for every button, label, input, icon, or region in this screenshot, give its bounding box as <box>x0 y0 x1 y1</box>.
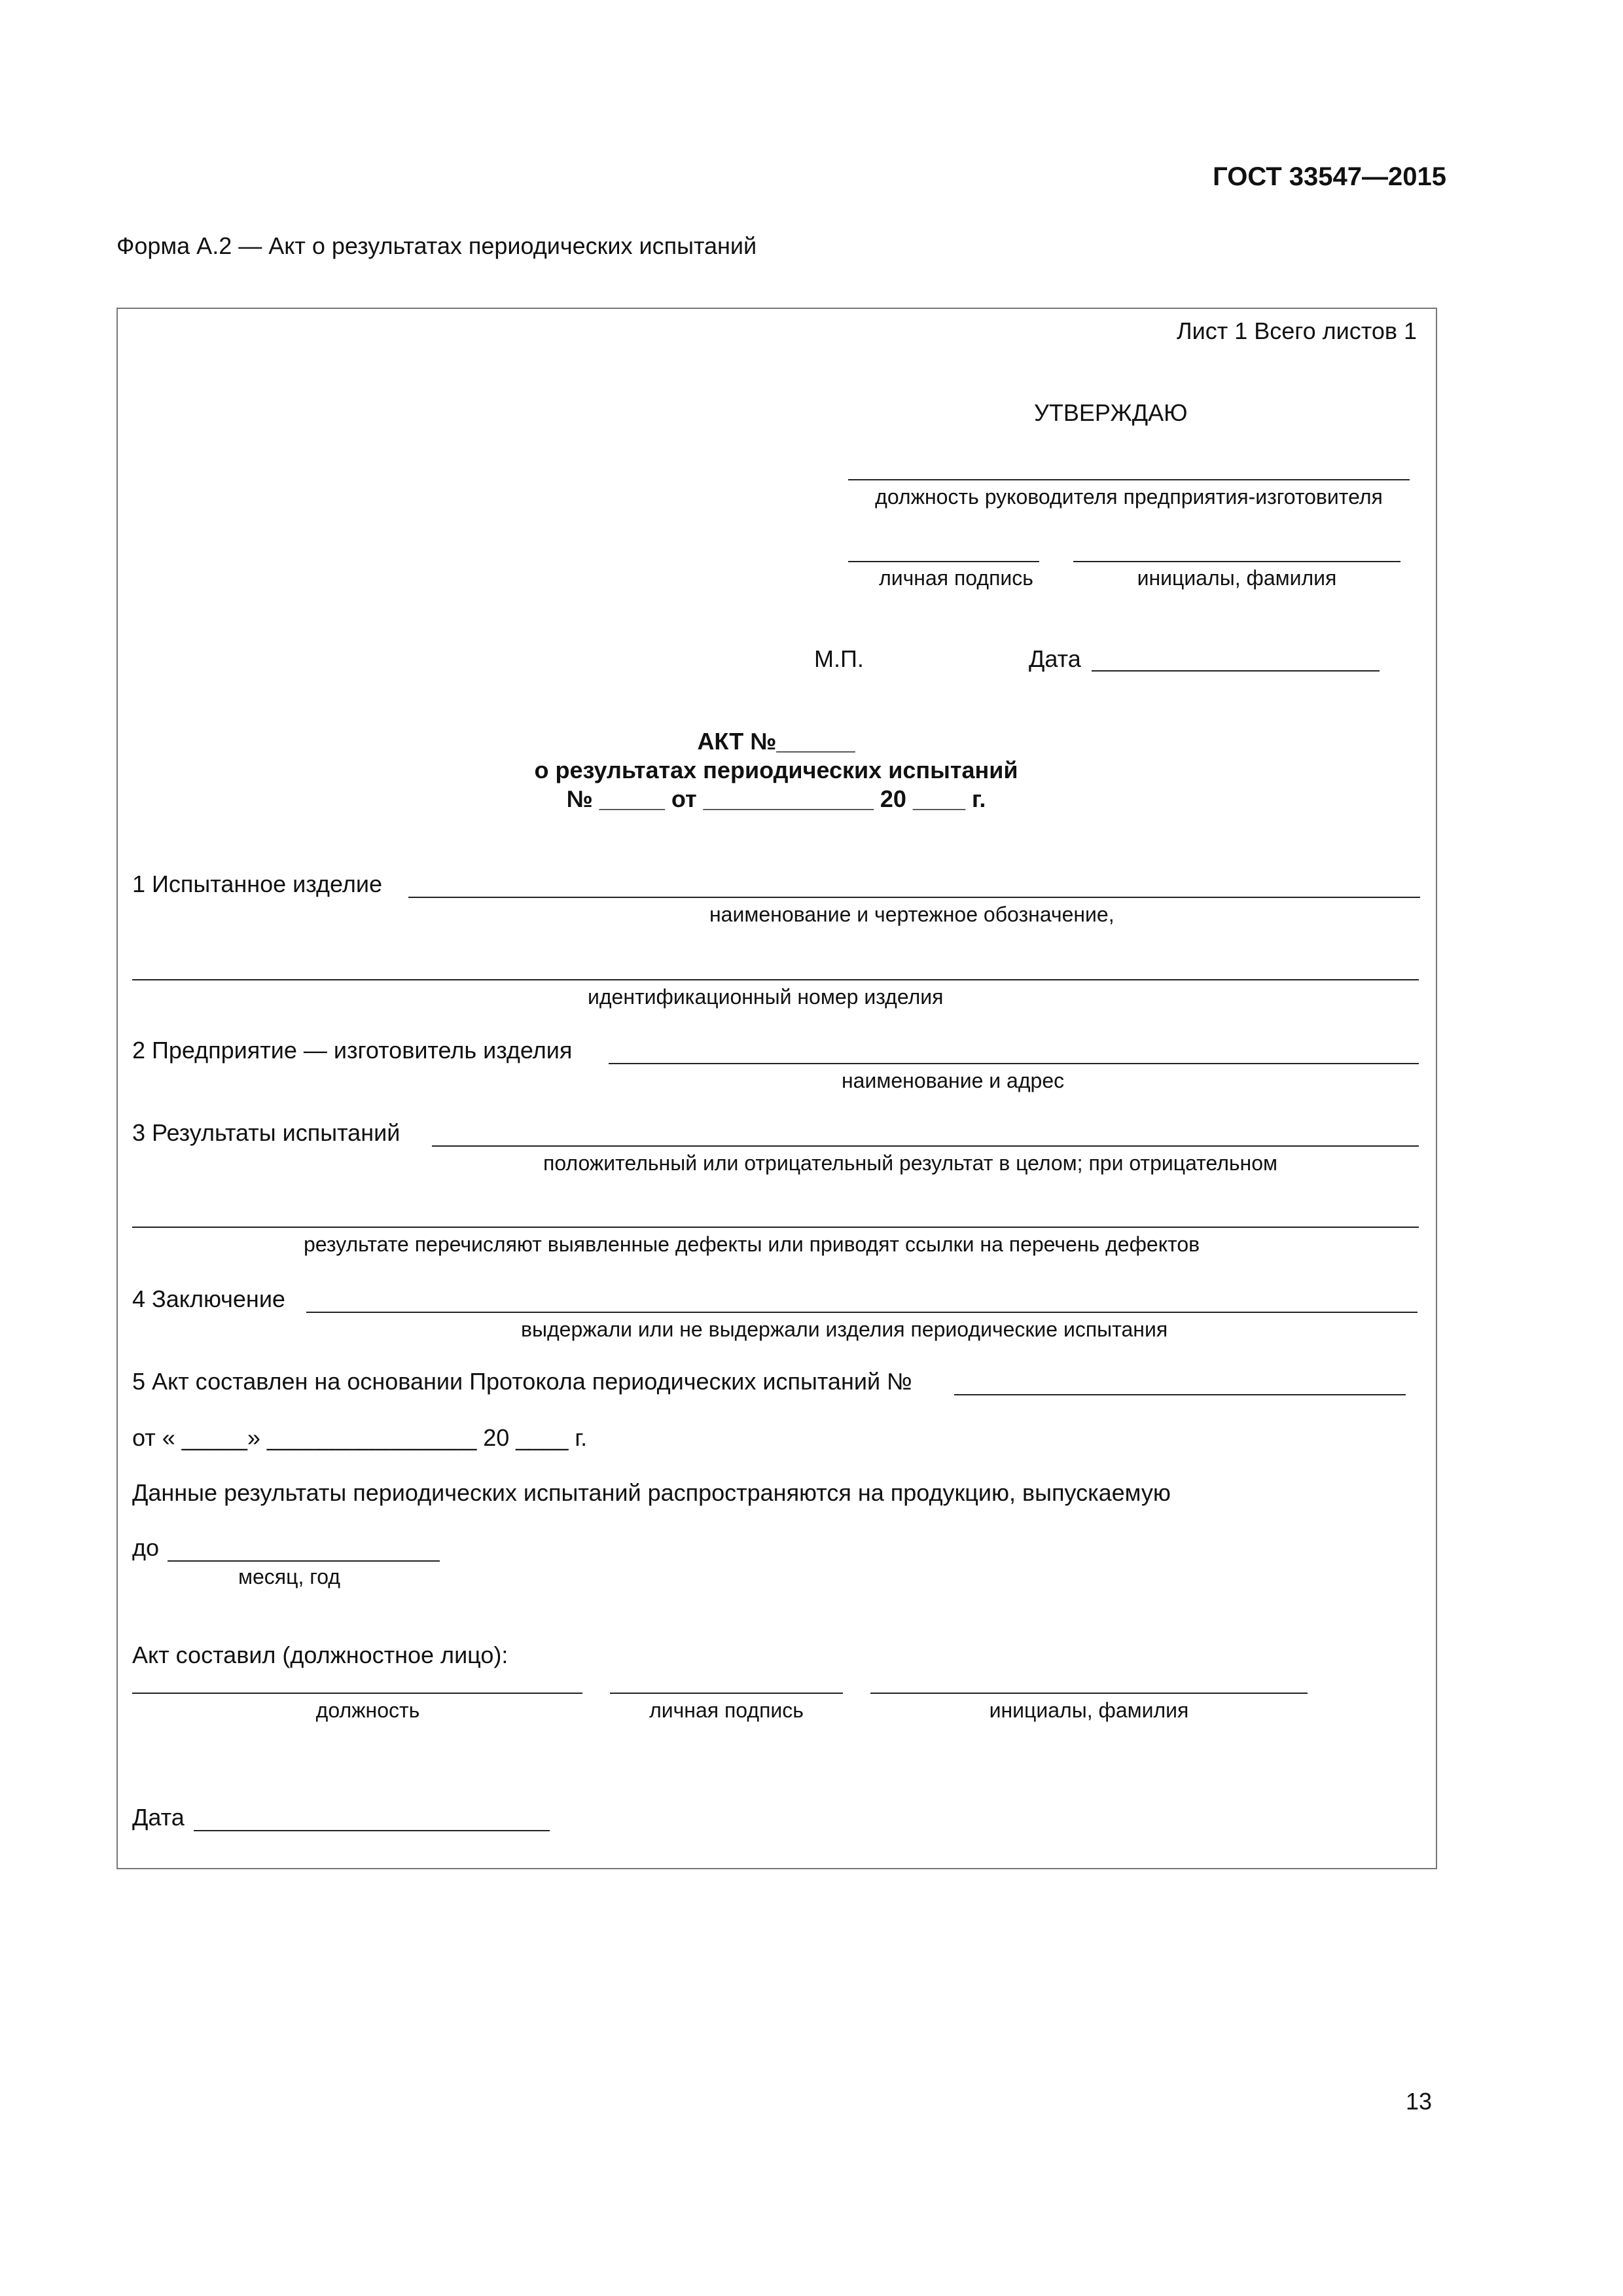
item2-caption: наименование и адрес <box>842 1069 1065 1092</box>
until-caption: месяц, год <box>238 1565 340 1588</box>
item4-label: 4 Заключение <box>132 1285 285 1312</box>
item2-label: 2 Предприятие — изготовитель изделия <box>132 1037 573 1064</box>
item1-label: 1 Испытанное изделие <box>132 870 382 897</box>
page-number: 13 <box>1405 2088 1432 2115</box>
item3-caption-2: результате перечисляют выявленные дефекты или приводят ссылки на перечень дефектов <box>304 1232 1200 1256</box>
name-caption: инициалы, фамилия <box>1137 566 1337 590</box>
item1-caption-2: идентификационный номер изделия <box>588 985 944 1009</box>
act-title-number: АКТ №______ <box>697 728 855 755</box>
item1-caption-1: наименование и чертежное обозначение, <box>709 903 1115 926</box>
item3-line[interactable] <box>432 1145 1419 1147</box>
spread-text: Данные результаты периодических испытаний распространяются на продукцию, выпускаемую <box>132 1479 1171 1506</box>
position-line[interactable] <box>848 479 1410 480</box>
item4-line[interactable] <box>306 1312 1418 1313</box>
standard-number: ГОСТ 33547—2015 <box>1213 162 1446 191</box>
item2-line[interactable] <box>609 1063 1419 1064</box>
protocol-date: от « _____» ________________ 20 ____ г. <box>132 1424 588 1451</box>
item5-label: 5 Акт составлен на основании Протокола периодических испытаний № <box>132 1368 912 1395</box>
act-title-date: № _____ от _____________ 20 ____ г. <box>566 785 986 812</box>
protocol-number-line[interactable] <box>954 1394 1406 1395</box>
act-title-subject: о результатах периодических испытаний <box>534 757 1018 783</box>
item3-label: 3 Результаты испытаний <box>132 1119 401 1146</box>
compiler-signature-line[interactable] <box>610 1693 843 1694</box>
position-caption: должность руководителя предприятия-изготовителя <box>875 485 1383 509</box>
compiler-name-caption: инициалы, фамилия <box>989 1698 1189 1722</box>
form-frame <box>116 308 1437 1869</box>
signature-line[interactable] <box>848 561 1039 562</box>
name-line[interactable] <box>1073 561 1400 562</box>
compiler-date-label: Дата <box>132 1804 185 1831</box>
compiler-position-line[interactable] <box>132 1693 582 1694</box>
compiler-signature-caption: личная подпись <box>649 1698 804 1722</box>
compiler-position-caption: должность <box>315 1698 420 1722</box>
until-line[interactable] <box>168 1560 440 1562</box>
signature-caption: личная подпись <box>879 566 1033 590</box>
compiler-name-line[interactable] <box>870 1693 1308 1694</box>
item1-line-2[interactable] <box>132 979 1419 980</box>
sheet-info: Лист 1 Всего листов 1 <box>1176 317 1417 344</box>
form-title: Форма А.2 — Акт о результатах периодических испытаний <box>116 232 757 259</box>
approval-heading: УТВЕРЖДАЮ <box>1034 399 1188 426</box>
until-label: до <box>132 1534 160 1561</box>
approval-date-label: Дата <box>1029 645 1081 672</box>
compiler-date-line[interactable] <box>194 1830 550 1831</box>
item3-caption-1: положительный или отрицательный результат в целом; при отрицательном <box>543 1151 1278 1175</box>
item3-line-2[interactable] <box>132 1227 1419 1228</box>
approval-date-line[interactable] <box>1092 670 1380 672</box>
compiler-label: Акт составил (должностное лицо): <box>132 1641 508 1668</box>
seal-label: М.П. <box>814 645 864 672</box>
item1-line[interactable] <box>408 897 1420 898</box>
item4-caption: выдержали или не выдержали изделия периодические испытания <box>521 1318 1168 1341</box>
